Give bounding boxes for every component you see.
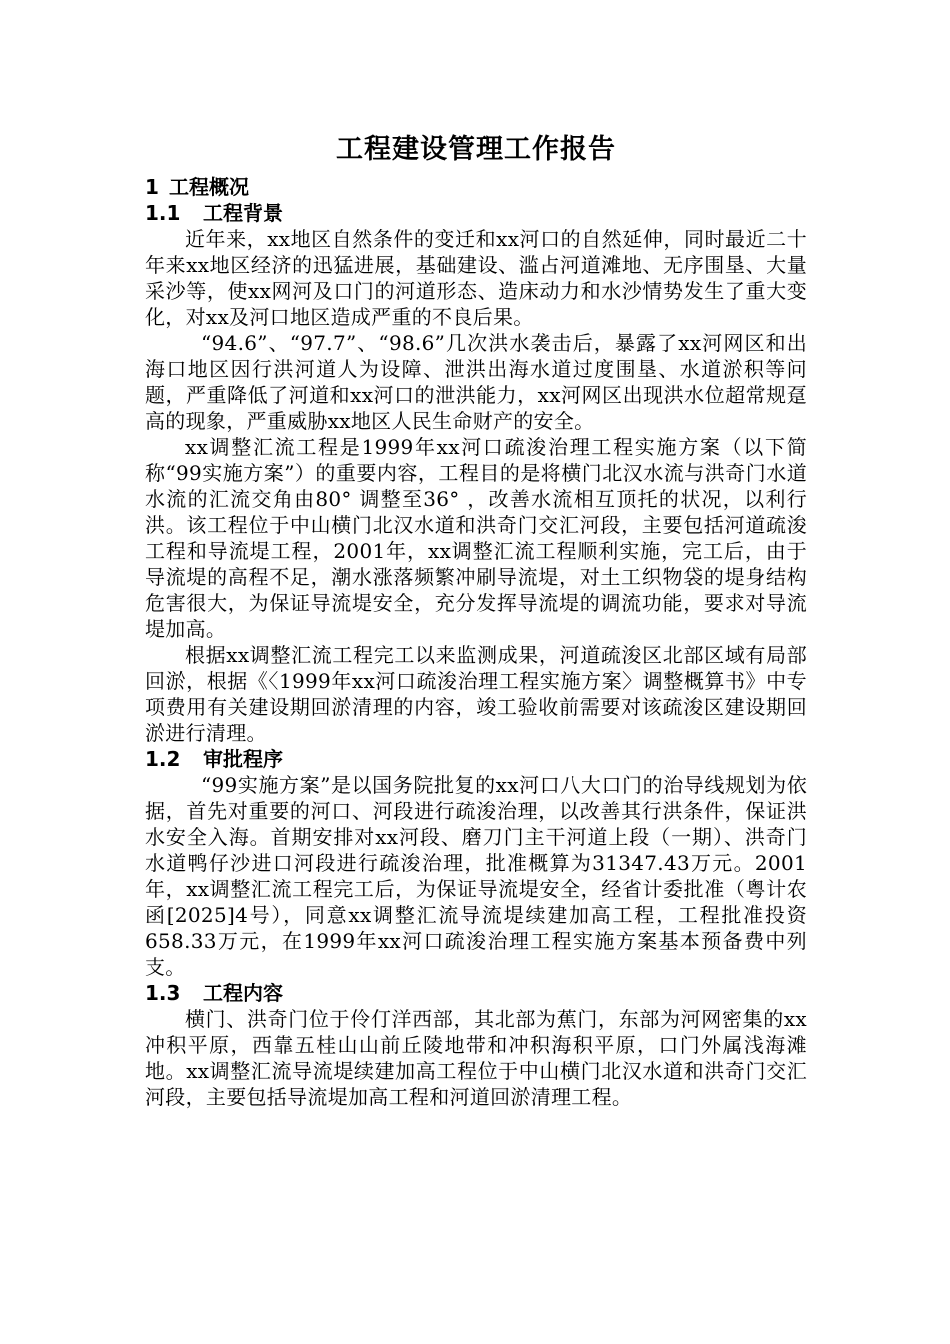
section-number: 1.2 — [145, 747, 181, 771]
paragraph: “99实施方案”是以国务院批复的xx河口八大口门的治导线规划为依据，首先对重要的河口、河段进行疏浚治理，以改善其行洪条件，保证洪水安全入海。首期安排对xx河段、磨刀门主干河道上段（一期）、洪奇门水道鸭仔沙进口河段进行疏浚治理，批准概算为31347.43万元。2001年，xx调整汇流工程完工后，为保证导流堤安全，经省计委批准（粤计农函[2025]4号），同意xx调整汇流导流堤续建加高工程，工程批准投资658.33万元，在1999年xx河口疏浚治理工程实施方案基本预备费中列支。 — [145, 773, 807, 979]
paragraph: 横门、洪奇门位于伶仃洋西部，其北部为蕉门，东部为河网密集的xx冲积平原，西靠五桂山山前丘陵地带和冲积海积平原，口门外属浅海滩地。xx调整汇流导流堤续建加高工程位于中山横门北汉水道和洪奇门交汇河段，主要包括导流堤加高工程和河道回淤清理工程。 — [145, 1007, 807, 1109]
document-page — [145, 130, 807, 1110]
section-heading-1 — [145, 174, 807, 200]
section-number: 1 — [145, 175, 159, 199]
section-heading-1-3 — [145, 980, 807, 1006]
paragraph: 根据xx调整汇流工程完工以来监测成果，河道疏浚区北部区域有局部回淤，根据《〈1999年xx河口疏浚治理工程实施方案〉调整概算书》中专项费用有关建设期回淤清理的内容，竣工验收前需要对该疏浚区建设期回淤进行清理。 — [145, 643, 807, 745]
section-title: 工程内容 — [203, 981, 283, 1005]
section-title: 工程概况 — [169, 175, 249, 199]
section-number: 1.3 — [145, 981, 181, 1005]
document-title: 工程建设管理工作报告 — [336, 134, 616, 165]
paragraph: 近年来，xx地区自然条件的变迁和xx河口的自然延伸，同时最近二十年来xx地区经济的迅猛进展，基础建设、滥占河道滩地、无序围垦、大量采沙等，使xx网河及口门的河道形态、造床动力和水沙情势发生了重大变化，对xx及河口地区造成严重的不良后果。 — [145, 227, 807, 329]
paragraph: “94.6”、“97.7”、“98.6”几次洪水袭击后，暴露了xx河网区和出海口地区因行洪河道人为设障、泄洪出海水道过度围垦、水道淤积等问题，严重降低了河道和xx河口的泄洪能力，xx河网区出现洪水位超常规趸高的现象，严重威胁xx地区人民生命财产的安全。 — [145, 331, 807, 433]
section-number: 1.1 — [145, 201, 181, 225]
section-title: 审批程序 — [203, 747, 283, 771]
section-heading-1-1 — [145, 200, 807, 226]
section-title: 工程背景 — [203, 201, 283, 225]
section-heading-1-2 — [145, 746, 807, 772]
paragraph: xx调整汇流工程是1999年xx河口疏浚治理工程实施方案（以下简称“99实施方案”）的重要内容，工程目的是将横门北汉水流与洪奇门水道水流的汇流交角由80° 调整至36° ，改善水流相互顶托的状况，以利行洪。该工程位于中山横门北汉水道和洪奇门交汇河段，主要包括河道疏浚工程和导流堤工程，2001年，xx调整汇流工程顺利实施，完工后，由于导流堤的高程不足，潮水涨落频繁冲刷导流堤，对土工织物袋的堤身结构危害很大，为保证导流堤安全，充分发挥导流堤的调流功能，要求对导流堤加高。 — [145, 435, 807, 641]
